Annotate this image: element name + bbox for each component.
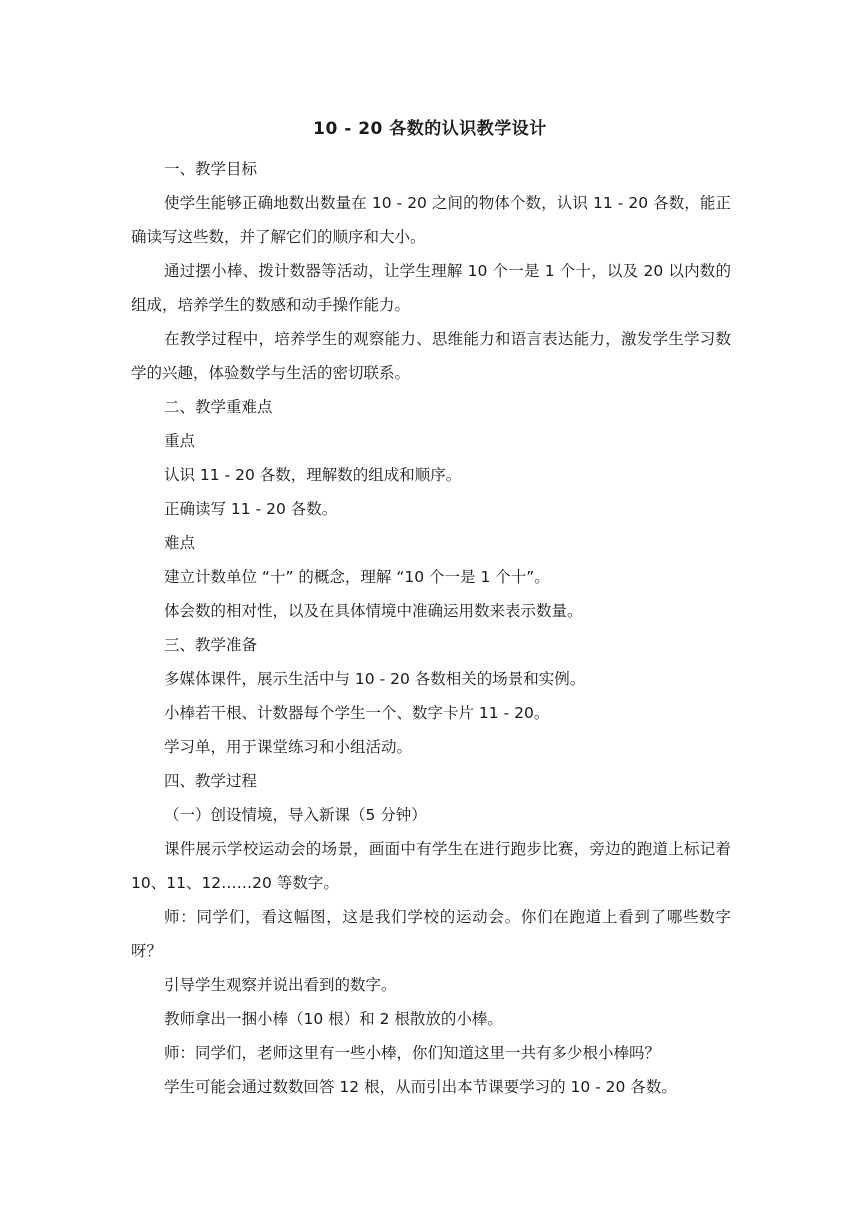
section-heading-objectives: 一、教学目标: [164, 160, 258, 178]
paragraph: 使学生能够正确地数出数量在 10 - 20 之间的物体个数，认识 11 - 20 各数，能正确读写这些数，并了解它们的顺序和大小。: [131, 194, 731, 246]
paragraph: 师：同学们，老师这里有一些小棒，你们知道这里一共有多少根小棒吗？: [164, 1044, 661, 1062]
paragraph: 学习单，用于课堂练习和小组活动。: [164, 738, 413, 756]
section-heading-process: 四、教学过程: [164, 772, 258, 790]
paragraph: 学生可能会通过数数回答 12 根，从而引出本节课要学习的 10 - 20 各数。: [164, 1078, 677, 1096]
paragraph: 教师拿出一捆小棒（10 根）和 2 根散放的小棒。: [164, 1010, 503, 1028]
paragraph: 建立计数单位 “十” 的概念，理解 “10 个一是 1 个十”。: [164, 568, 550, 586]
document-title: 10 - 20 各数的认识教学设计: [313, 119, 547, 139]
paragraph: 师：同学们，看这幅图，这是我们学校的运动会。你们在跑道上看到了哪些数字呀？: [131, 908, 731, 960]
subheading-difficult: 难点: [164, 534, 196, 552]
subheading-key: 重点: [164, 432, 196, 450]
paragraph: 在教学过程中，培养学生的观察能力、思维能力和语言表达能力，激发学生学习数学的兴趣，体验数学与生活的密切联系。: [131, 330, 731, 382]
document-body: [131, 152, 731, 1104]
paragraph: 认识 11 - 20 各数，理解数的组成和顺序。: [164, 466, 462, 484]
paragraph: 正确读写 11 - 20 各数。: [164, 500, 338, 518]
paragraph: 课件展示学校运动会的场景，画面中有学生在进行跑步比赛，旁边的跑道上标记着 10、11、12……20 等数字。: [131, 840, 731, 892]
section-heading-key-points: 二、教学重难点: [164, 398, 273, 416]
paragraph: 多媒体课件，展示生活中与 10 - 20 各数相关的场景和实例。: [164, 670, 586, 688]
paragraph: 体会数的相对性，以及在具体情境中准确运用数来表示数量。: [164, 602, 583, 620]
paragraph: 小棒若干根、计数器每个学生一个、数字卡片 11 - 20。: [164, 704, 550, 722]
subheading-intro: （一）创设情境，导入新课（5 分钟）: [164, 806, 427, 824]
section-heading-preparation: 三、教学准备: [164, 636, 258, 654]
paragraph: 引导学生观察并说出看到的数字。: [164, 976, 397, 994]
paragraph: 通过摆小棒、拨计数器等活动，让学生理解 10 个一是 1 个十，以及 20 以内数的组成，培养学生的数感和动手操作能力。: [131, 262, 731, 314]
